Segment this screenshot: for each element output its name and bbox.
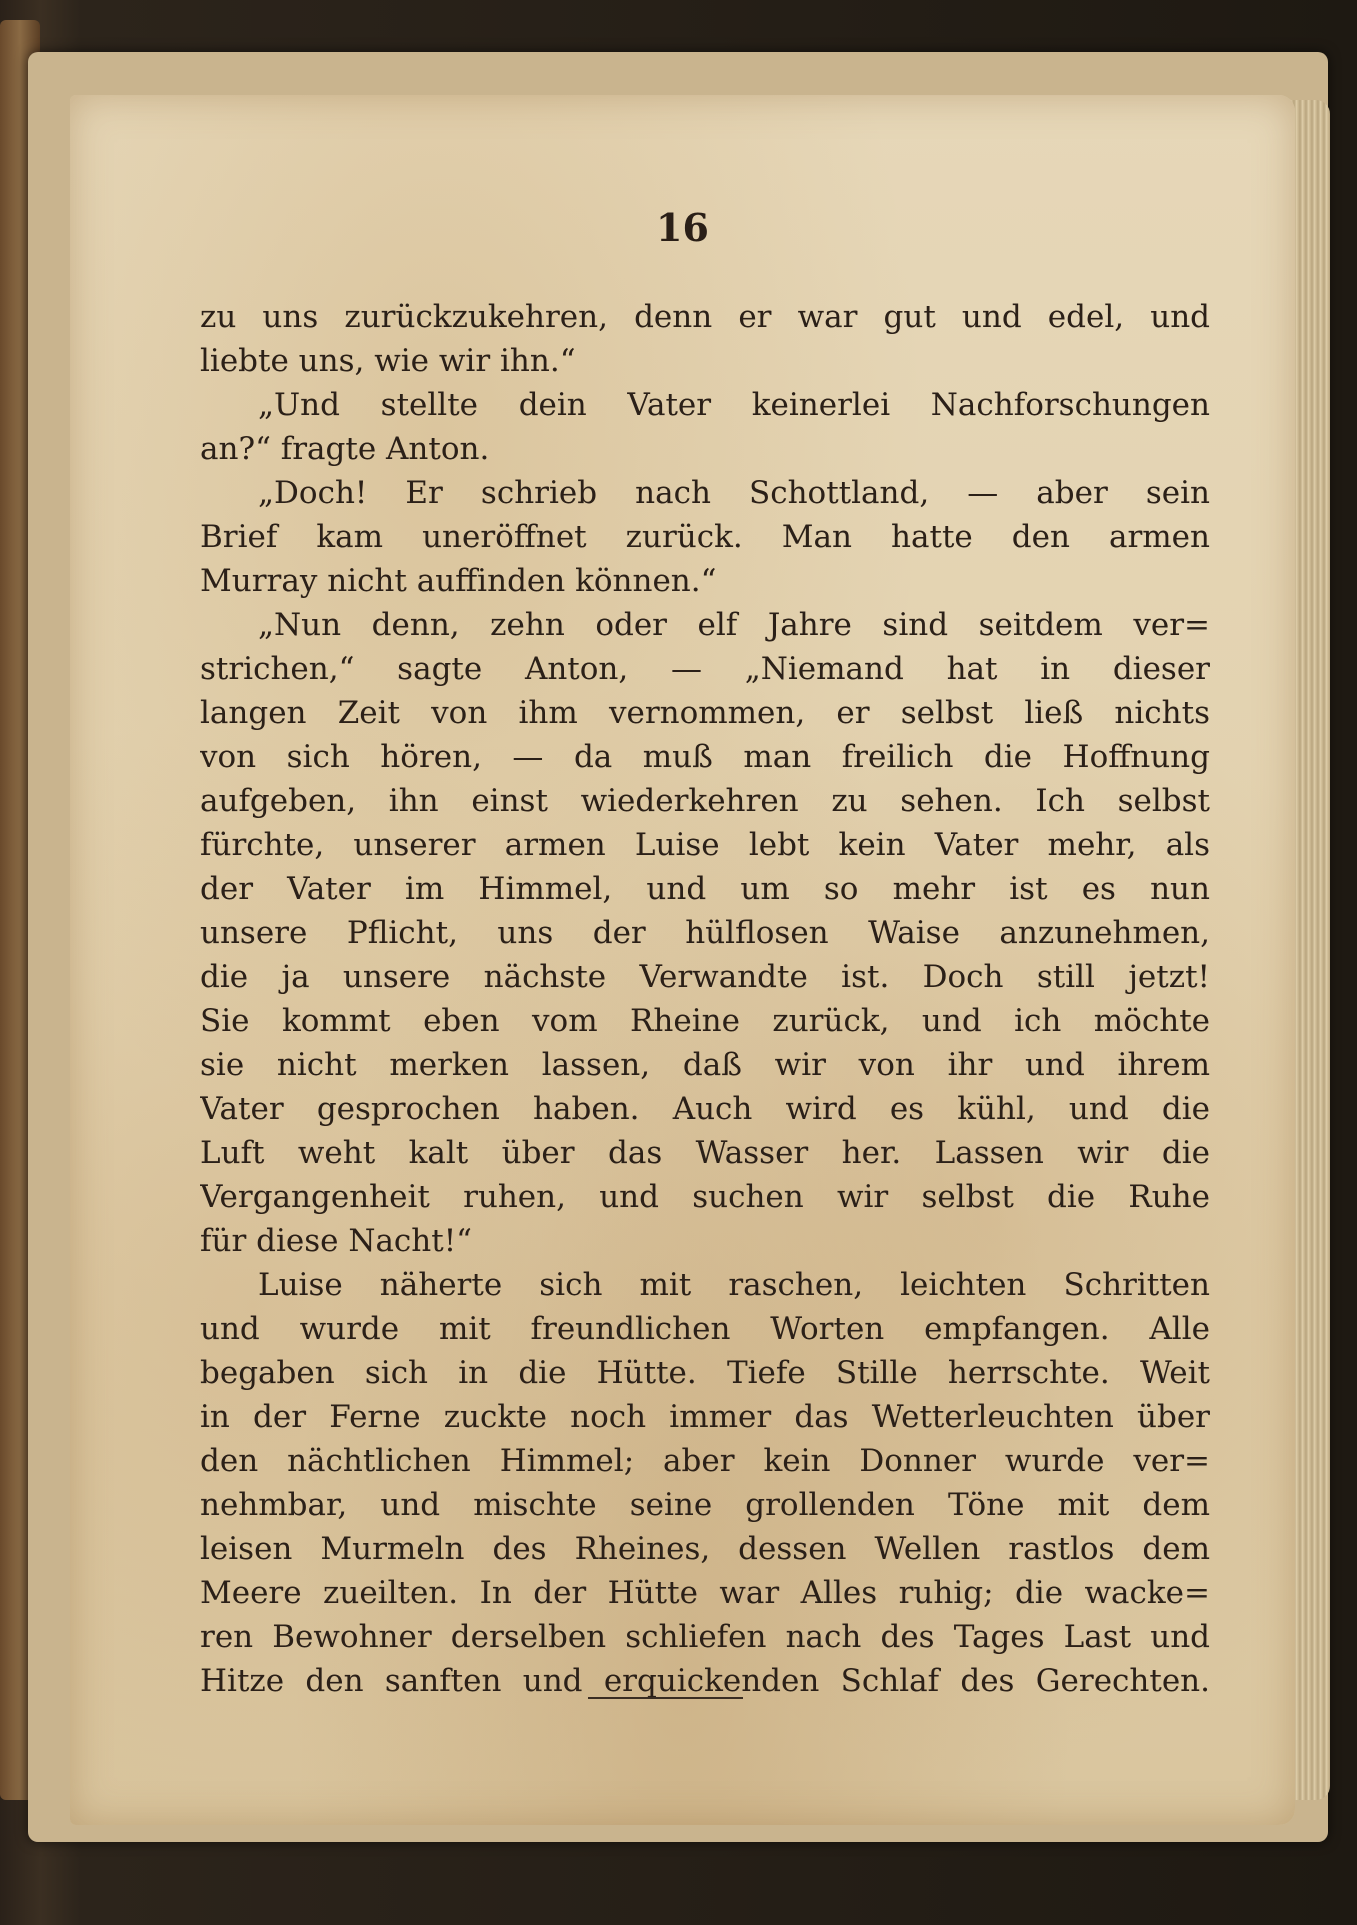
book-page xyxy=(70,95,1295,1825)
text-line: für diese Nacht!“ xyxy=(200,1223,473,1259)
text-line: Hitze den sanften und erquickenden Schlaf des Gerechten. xyxy=(200,1663,1210,1699)
text-line: Luise näherte sich mit raschen, leichten Schritten xyxy=(258,1267,1210,1303)
text-line: fürchte, unserer armen Luise lebt kein Vater mehr, als xyxy=(200,827,1210,863)
text-line: der Vater im Himmel, und um so mehr ist es nun xyxy=(200,871,1210,907)
text-line: aufgeben, ihn einst wiederkehren zu sehen. Ich selbst xyxy=(200,783,1210,819)
text-line: zu uns zurückzukehren, denn er war gut und edel, und xyxy=(200,299,1210,335)
text-line: sie nicht merken lassen, daß wir von ihr und ihrem xyxy=(200,1047,1210,1083)
text-line: begaben sich in die Hütte. Tiefe Stille herrschte. Weit xyxy=(200,1355,1210,1391)
text-line: Vater gesprochen haben. Auch wird es kühl, und die xyxy=(200,1091,1210,1127)
text-line: strichen,“ sagte Anton, — „Niemand hat in dieser xyxy=(200,651,1210,687)
text-line: Vergangenheit ruhen, und suchen wir selbst die Ruhe xyxy=(200,1179,1210,1215)
text-line: Sie kommt eben vom Rheine zurück, und ich möchte xyxy=(200,1003,1210,1039)
text-line: „Und stellte dein Vater keinerlei Nachforschungen xyxy=(258,387,1210,423)
text-line: leisen Murmeln des Rheines, dessen Wellen rastlos dem xyxy=(200,1531,1210,1567)
text-line: „Nun denn, zehn oder elf Jahre sind seitdem ver= xyxy=(258,607,1210,643)
text-line: in der Ferne zuckte noch immer das Wetterleuchten über xyxy=(200,1399,1210,1435)
text-line: „Doch! Er schrieb nach Schottland, — aber sein xyxy=(258,475,1210,511)
text-line: nehmbar, und mischte seine grollenden Töne mit dem xyxy=(200,1487,1210,1523)
text-line: an?“ fragte Anton. xyxy=(200,431,490,467)
text-line: Murray nicht auffinden können.“ xyxy=(200,563,717,599)
end-rule xyxy=(588,1697,743,1699)
text-line: die ja unsere nächste Verwandte ist. Doch still jetzt! xyxy=(200,959,1210,995)
text-line: den nächtlichen Himmel; aber kein Donner wurde ver= xyxy=(200,1443,1210,1479)
text-line: und wurde mit freundlichen Worten empfangen. Alle xyxy=(200,1311,1210,1347)
text-line: liebte uns, wie wir ihn.“ xyxy=(200,343,576,379)
text-line: ren Bewohner derselben schliefen nach des Tages Last und xyxy=(200,1619,1210,1655)
text-line: langen Zeit von ihm vernommen, er selbst ließ nichts xyxy=(200,695,1210,731)
page-number: 16 xyxy=(656,205,709,250)
text-line: unsere Pflicht, uns der hülflosen Waise anzunehmen, xyxy=(200,915,1210,951)
body-text xyxy=(200,295,1210,1703)
text-line: Brief kam uneröffnet zurück. Man hatte den armen xyxy=(200,519,1210,555)
text-line: Luft weht kalt über das Wasser her. Lassen wir die xyxy=(200,1135,1210,1171)
text-line: Meere zueilten. In der Hütte war Alles ruhig; die wacke= xyxy=(200,1575,1210,1611)
text-line: von sich hören, — da muß man freilich die Hoffnung xyxy=(200,739,1210,775)
